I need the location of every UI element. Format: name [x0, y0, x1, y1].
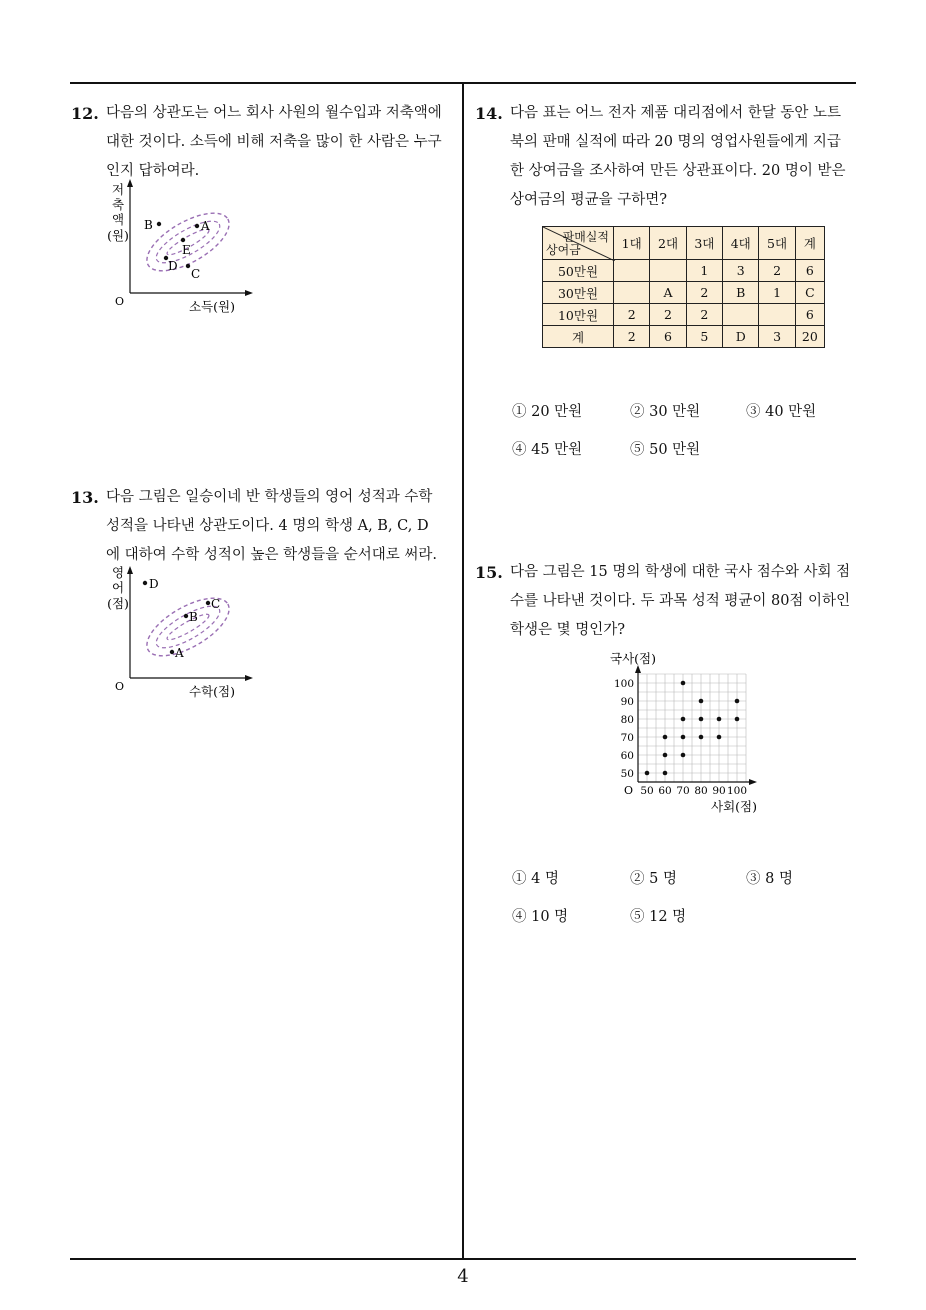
- table-cell: D: [723, 326, 759, 348]
- scatter-point: [645, 771, 650, 776]
- bottom-rule: [70, 1258, 856, 1260]
- question-text-line: 북의 판매 실적에 따라 20 명의 영업사원들에게 지급: [510, 134, 841, 150]
- table-header: 2대: [650, 227, 686, 260]
- table-row: [543, 260, 825, 282]
- table-cell: 3: [759, 326, 795, 348]
- table-row: [543, 304, 825, 326]
- question-number: 15.: [475, 563, 503, 582]
- scatter-point: [717, 717, 722, 722]
- table-row: [543, 282, 825, 304]
- table-cell: [614, 282, 650, 304]
- y-tick-label: 60: [620, 750, 634, 762]
- y-tick-label: 80: [620, 714, 634, 726]
- question-13: [71, 483, 456, 570]
- point-C: [206, 601, 210, 605]
- table-cell: B: [723, 282, 759, 304]
- corner-top-label: 판매실적: [562, 230, 609, 244]
- y-tick-label: 90: [620, 696, 634, 708]
- scatter-point: [681, 753, 686, 758]
- x-tick-label: 50: [640, 785, 654, 797]
- point-B: [184, 614, 188, 618]
- x-tick-label: 70: [676, 785, 690, 797]
- question-number: 12.: [71, 104, 99, 123]
- table-cell: 6: [795, 304, 824, 326]
- y-axis-label: (점): [107, 596, 129, 611]
- question-text-line: 다음 그림은 15 명의 학생에 대한 국사 점수와 사회 점: [510, 564, 851, 580]
- y-axis-label: 액: [111, 212, 125, 227]
- table-cell: [759, 304, 795, 326]
- question-text-line: 상여금의 평균을 구하면?: [510, 192, 668, 208]
- table-cell: 20: [795, 326, 824, 348]
- question-text-line: 대한 것이다. 소득에 비해 저축을 많이 한 사람은 누구: [106, 134, 442, 150]
- point-A-label: A: [175, 646, 184, 660]
- question-14: [475, 99, 862, 215]
- point-D: [143, 581, 147, 585]
- point-C: [186, 264, 190, 268]
- question-text-line: 에 대하여 수학 성적이 높은 학생들을 순서대로 써라.: [106, 547, 438, 563]
- table-cell: [650, 260, 686, 282]
- point-C-label: C: [211, 597, 221, 611]
- scatter-point: [681, 735, 686, 740]
- row-label: 계: [543, 326, 614, 348]
- page-number: 4: [457, 1266, 469, 1287]
- table-cell: 2: [759, 260, 795, 282]
- choice-5[interactable]: ⑤ 50 만원: [630, 442, 701, 458]
- correlation-table: [542, 226, 825, 348]
- question-text-line: 한 상여금을 조사하여 만든 상관표이다. 20 명이 받은: [510, 163, 846, 179]
- scatter-point: [735, 717, 740, 722]
- x-tick-label: 90: [712, 785, 726, 797]
- question-text-line: 수를 나타낸 것이다. 두 과목 성적 평균이 80점 이하인: [510, 593, 851, 609]
- column-divider: [462, 82, 464, 1259]
- choice-2[interactable]: ② 30 만원: [630, 404, 701, 420]
- table-cell: 1: [686, 260, 722, 282]
- table-header: 4대: [723, 227, 759, 260]
- question-text-line: 다음의 상관도는 어느 회사 사원의 월수입과 저축액에: [106, 105, 442, 121]
- table-header: 5대: [759, 227, 795, 260]
- row-label: 50만원: [543, 260, 614, 282]
- y-axis-label: 어: [111, 580, 125, 595]
- table-header: 1대: [614, 227, 650, 260]
- point-D-label: D: [149, 577, 159, 591]
- table-cell: 2: [686, 282, 722, 304]
- origin-label: O: [114, 295, 124, 308]
- y-axis-label: 영: [111, 565, 125, 580]
- point-C-label: C: [191, 267, 201, 281]
- y-tick-label: 50: [620, 768, 634, 780]
- question-text-line: 인지 답하여라.: [106, 163, 200, 179]
- choice-3[interactable]: ③ 8 명: [746, 871, 793, 887]
- table-cell: [723, 304, 759, 326]
- y-tick-label: 70: [620, 732, 634, 744]
- table-cell: 6: [795, 260, 824, 282]
- table-corner-cell: [543, 227, 614, 260]
- scatter-point: [663, 771, 668, 776]
- x-axis-label: 수학(점): [189, 684, 235, 699]
- choice-1[interactable]: ① 4 명: [512, 871, 559, 887]
- choice-2[interactable]: ② 5 명: [630, 871, 677, 887]
- table-row: [543, 326, 825, 348]
- table-cell: 2: [686, 304, 722, 326]
- scatter-point: [663, 735, 668, 740]
- origin-label: O: [623, 784, 633, 797]
- point-B: [157, 222, 161, 226]
- table-cell: 5: [686, 326, 722, 348]
- point-A: [170, 650, 174, 654]
- point-A: [195, 224, 199, 228]
- point-E-label: E: [182, 243, 191, 257]
- scatter-point: [735, 699, 740, 704]
- y-axis-label: (원): [107, 228, 129, 243]
- y-axis-label: 축: [111, 197, 125, 212]
- scatter-point: [717, 735, 722, 740]
- question-text-line: 학생은 몇 명인가?: [510, 622, 626, 638]
- q15-scatter-plot: [600, 648, 770, 822]
- y-tick-label: 100: [613, 678, 634, 690]
- choice-1[interactable]: ① 20 만원: [512, 404, 583, 420]
- table-cell: 2: [614, 326, 650, 348]
- point-D-label: D: [168, 259, 178, 273]
- scatter-point: [699, 717, 704, 722]
- question-text-line: 다음 표는 어느 전자 제품 대리점에서 한달 동안 노트: [510, 105, 842, 121]
- point-B-label: B: [144, 218, 153, 232]
- table-header: 3대: [686, 227, 722, 260]
- question-15: [475, 558, 862, 645]
- point-A-label: A: [201, 219, 210, 233]
- table-cell: [614, 260, 650, 282]
- origin-label: O: [114, 680, 124, 693]
- table-cell: 3: [723, 260, 759, 282]
- choice-4[interactable]: ④ 10 명: [512, 909, 569, 925]
- point-B-label: B: [189, 610, 198, 624]
- scatter-point: [681, 681, 686, 686]
- table-cell: C: [795, 282, 824, 304]
- table-cell: 2: [614, 304, 650, 326]
- table-cell: 6: [650, 326, 686, 348]
- y-axis-title: 국사(점): [610, 651, 656, 666]
- x-tick-label: 100: [726, 785, 748, 797]
- x-tick-label: 80: [694, 785, 708, 797]
- question-number: 13.: [71, 488, 99, 507]
- table-cell: 1: [759, 282, 795, 304]
- x-axis-title: 사회(점): [711, 799, 757, 814]
- question-text-line: 다음 그림은 일승이네 반 학생들의 영어 성적과 수학: [106, 489, 433, 505]
- scatter-point: [681, 717, 686, 722]
- point-E: [181, 238, 185, 242]
- question-text-line: 성적을 나타낸 상관도이다. 4 명의 학생 A, B, C, D: [106, 518, 429, 534]
- x-tick-label: 60: [658, 785, 672, 797]
- question-number: 14.: [475, 104, 503, 123]
- scatter-point: [699, 699, 704, 704]
- corner-bottom-label: 상여금: [546, 243, 581, 257]
- scatter-point: [699, 735, 704, 740]
- question-12: [71, 99, 456, 186]
- table-cell: 2: [650, 304, 686, 326]
- choice-3[interactable]: ③ 40 만원: [746, 404, 817, 420]
- scatter-point: [663, 753, 668, 758]
- table-header: 계: [795, 227, 824, 260]
- choice-5[interactable]: ⑤ 12 명: [630, 909, 687, 925]
- x-axis-label: 소득(원): [189, 299, 235, 314]
- row-label: 10만원: [543, 304, 614, 326]
- choice-4[interactable]: ④ 45 만원: [512, 442, 583, 458]
- table-cell: A: [650, 282, 686, 304]
- q12-scatter-diagram: [100, 178, 260, 327]
- q13-scatter-diagram: [100, 563, 260, 712]
- y-axis-label: 저: [111, 182, 125, 197]
- row-label: 30만원: [543, 282, 614, 304]
